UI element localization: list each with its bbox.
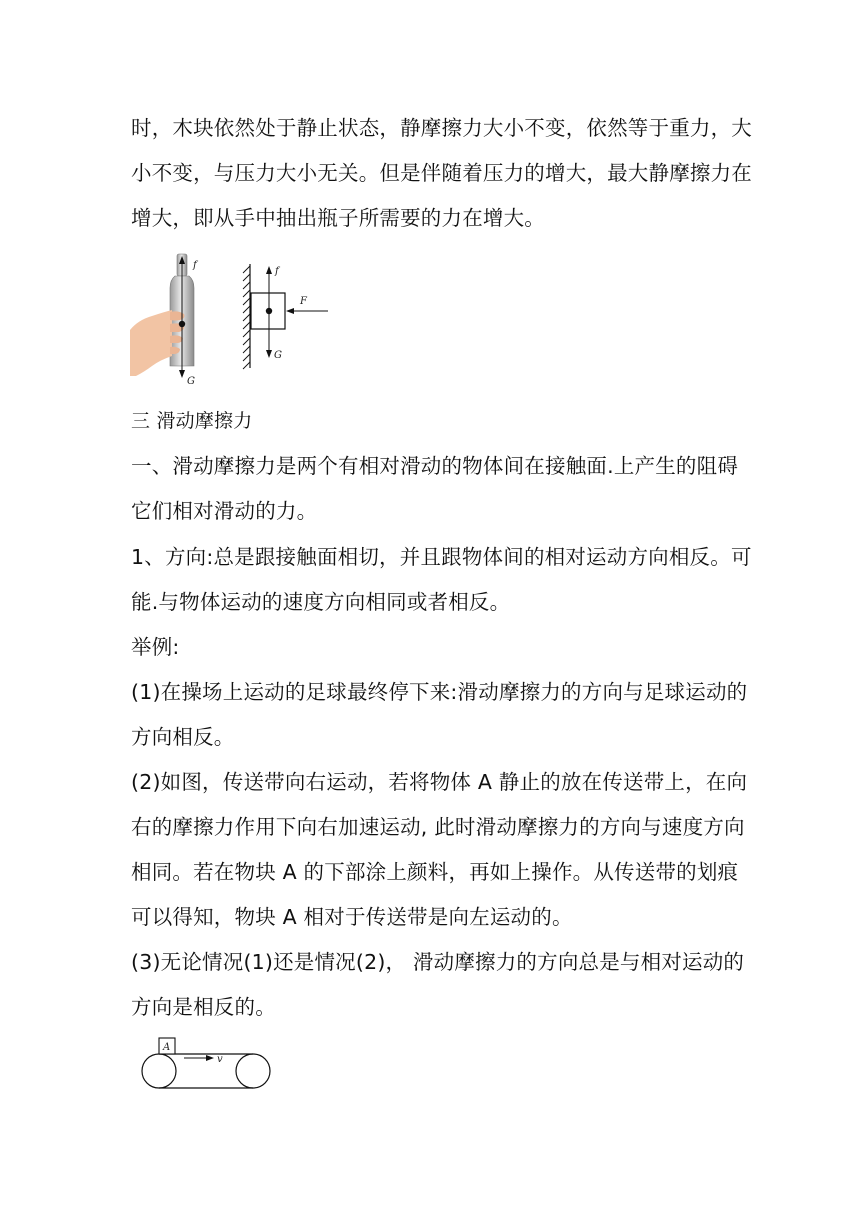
conveyor-figure: [136, 1034, 276, 1094]
section-title: 三 滑动摩擦力: [131, 410, 253, 432]
wall-force-label: F: [300, 296, 307, 307]
paragraph-line: 1、方向:总是跟接触面相切，并且跟物体间的相对运动方向相反。可: [131, 545, 752, 569]
paragraph-line: (2)如图，传送带向右运动，若将物体 A 静止的放在传送带上，在向: [131, 770, 748, 794]
block-a-label: A: [163, 1042, 171, 1053]
paragraph-line: 小不变，与压力大小无关。但是伴随着压力的增大，最大静摩擦力在: [131, 161, 752, 185]
paragraph-line: 增大，即从手中抽出瓶子所需要的力在增大。: [131, 206, 545, 230]
paragraph-line: 它们相对滑动的力。: [131, 499, 318, 523]
bottle-gravity-label: G: [187, 376, 195, 387]
wall-gravity-label: G: [274, 350, 282, 361]
paragraph-line: 右的摩擦力作用下向右加速运动, 此时滑动摩擦力的方向与速度方向: [131, 815, 745, 839]
paragraph-line: 一、滑动摩擦力是两个有相对滑动的物体间在接触面.上产生的阻碍: [131, 454, 739, 478]
paragraph-line: 方向相反。: [131, 725, 235, 749]
wall-block-figure: [236, 262, 336, 374]
paragraph-line: 方向是相反的。: [131, 995, 276, 1019]
wall-friction-label: f: [275, 266, 279, 277]
paragraph-line: 可以得知，物块 A 相对于传送带是向左运动的。: [131, 905, 573, 929]
paragraph-line: 时，木块依然处于静止状态，静摩擦力大小不变，依然等于重力，大: [131, 116, 752, 140]
paragraph-line: (3)无论情况(1)还是情况(2)， 滑动摩擦力的方向总是与相对运动的: [131, 950, 745, 974]
paragraph-line: 能.与物体运动的速度方向相同或者相反。: [131, 590, 511, 614]
paragraph-line: (1)在操场上运动的足球最终停下来:滑动摩擦力的方向与足球运动的: [131, 680, 748, 704]
paragraph-line: 相同。若在物块 A 的下部涂上颜料，再如上操作。从传送带的划痕: [131, 860, 739, 884]
bottle-friction-label: f: [193, 260, 197, 271]
example-label: 举例:: [131, 635, 180, 659]
bottle-figure: [130, 252, 210, 387]
velocity-label: v: [217, 1054, 223, 1065]
